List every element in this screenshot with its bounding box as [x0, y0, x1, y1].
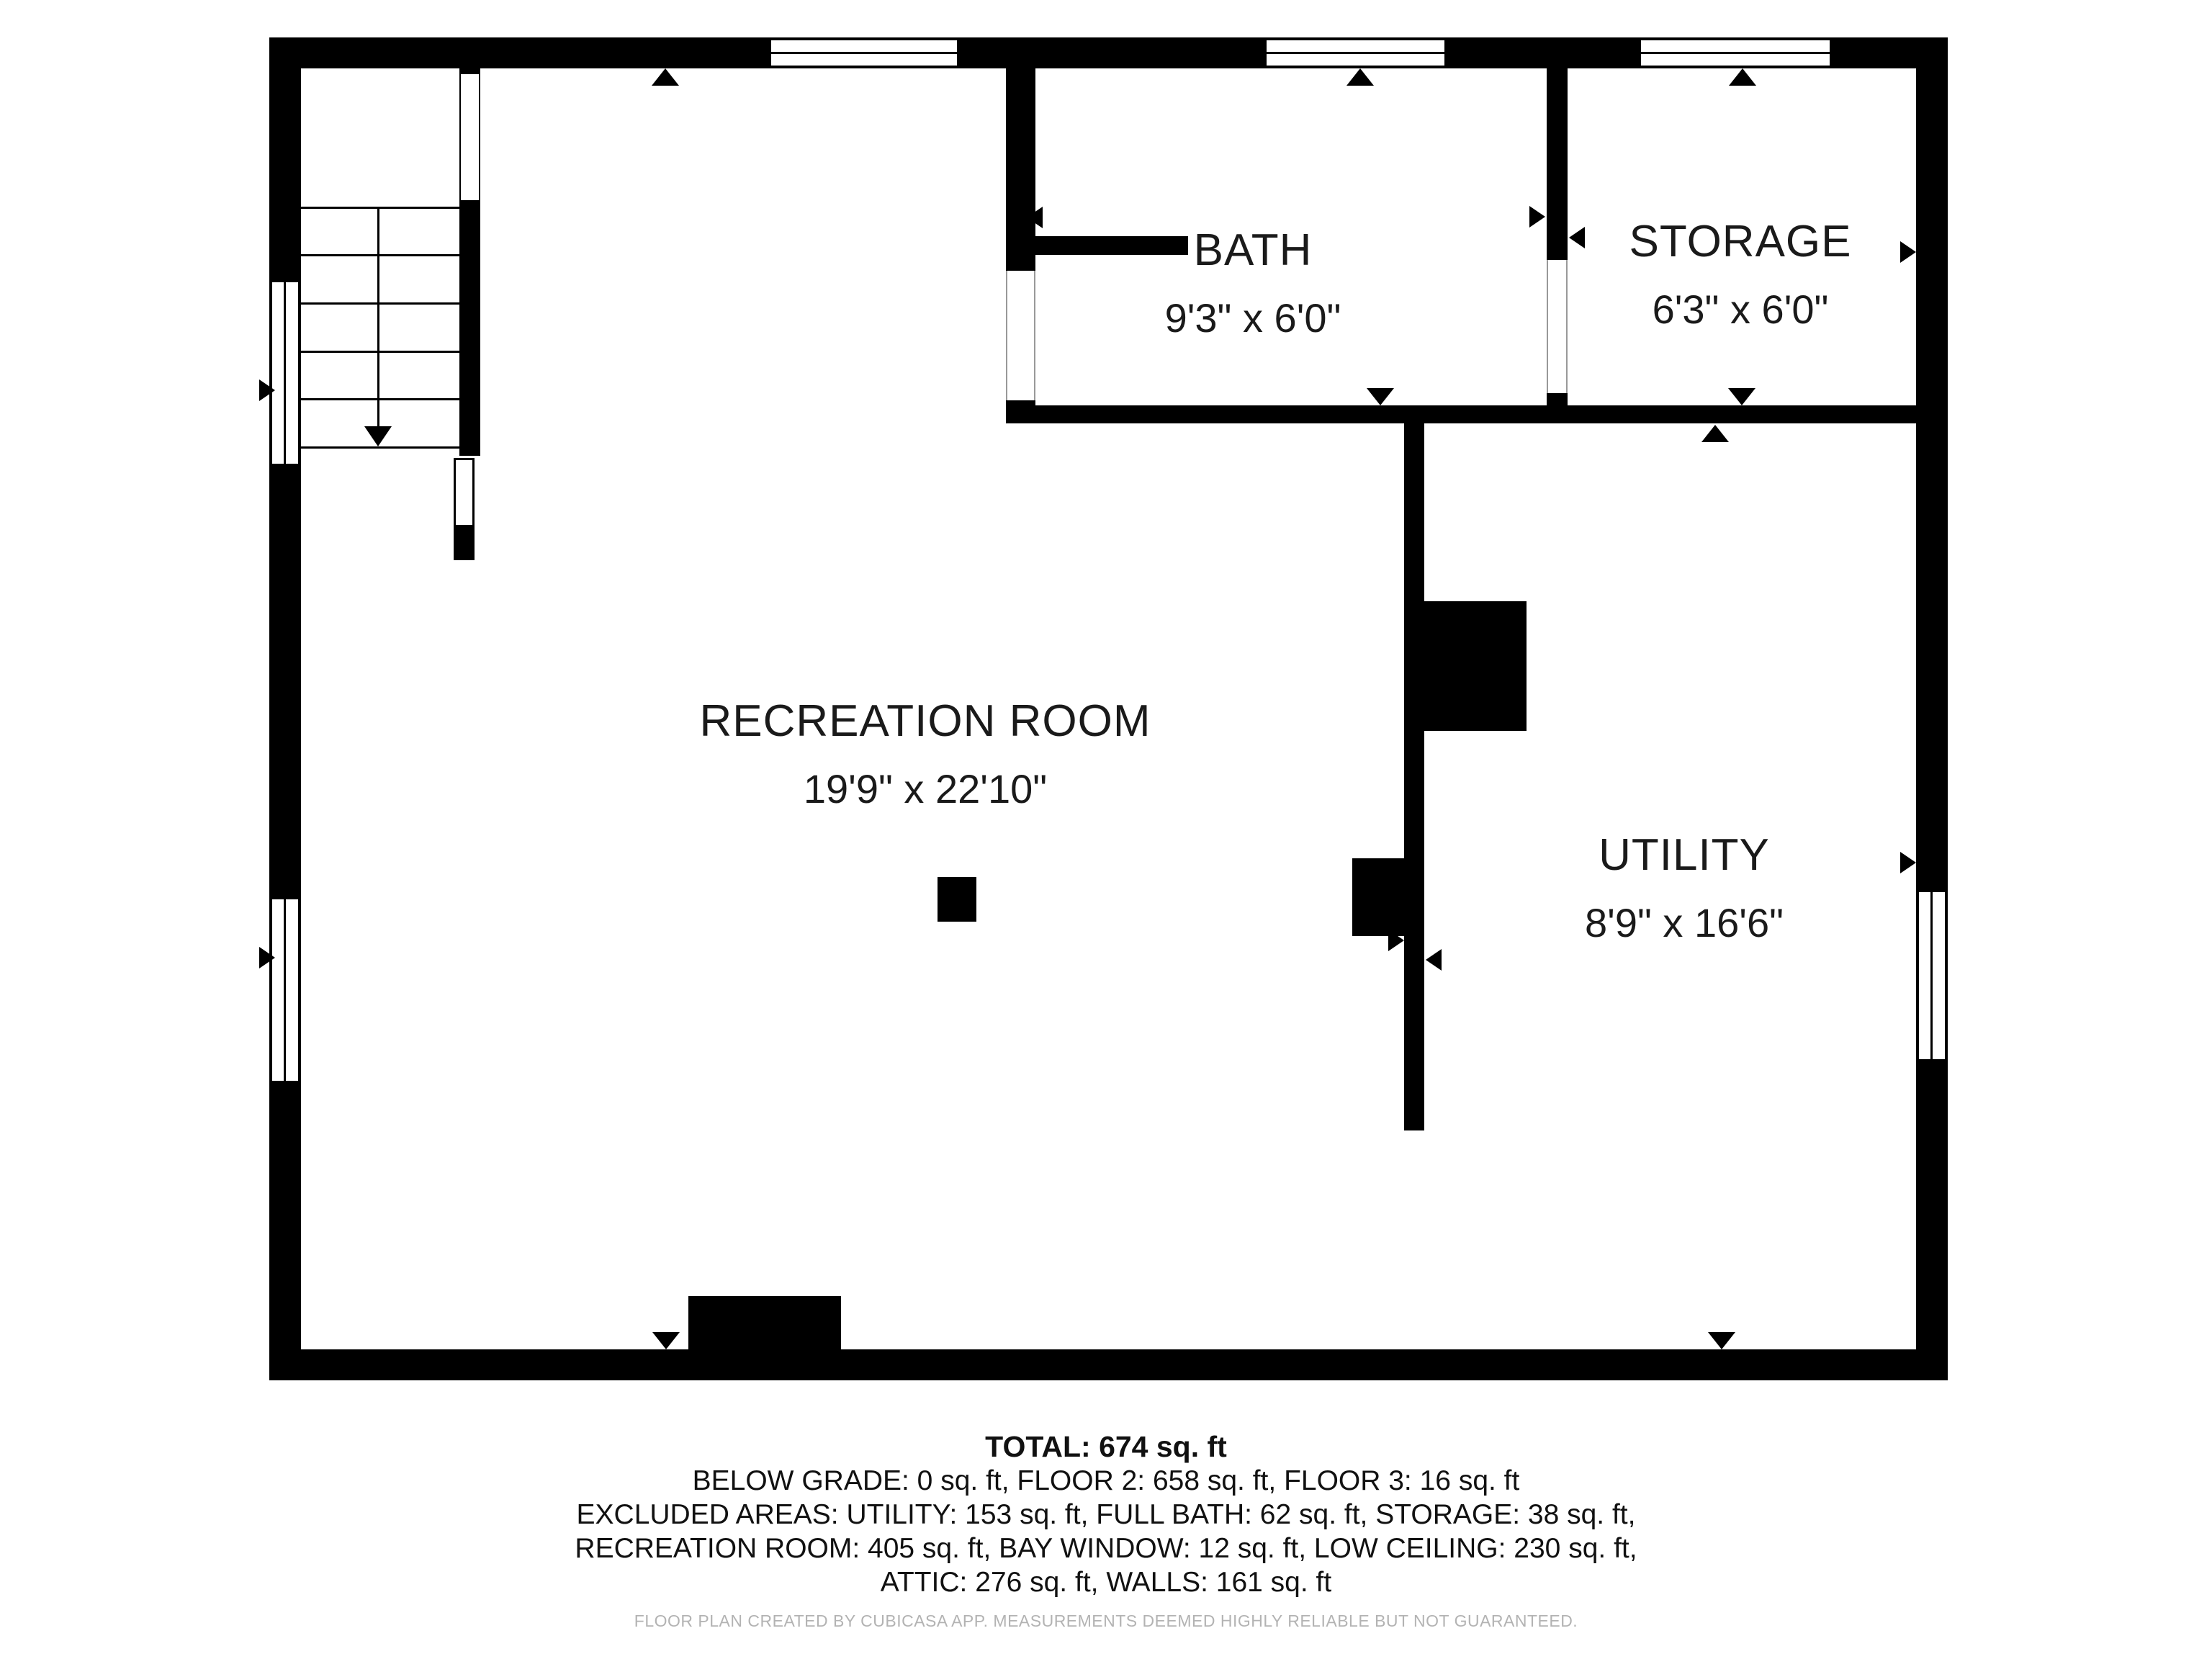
window-pane-line	[1267, 52, 1444, 54]
wall-bath-left	[1006, 68, 1035, 271]
window-pane-line	[1641, 52, 1830, 54]
wall-bath-storage-bottom	[1006, 405, 1916, 423]
room-label-utility	[1585, 830, 1784, 946]
room-name: BATH	[1193, 225, 1313, 275]
measure-arrow-up-icon	[1729, 68, 1756, 86]
room-label-bath	[1165, 225, 1341, 341]
measure-arrow-right-icon	[1900, 241, 1916, 263]
measure-arrow-right-icon	[1388, 930, 1404, 951]
stair-tread-line	[301, 398, 459, 400]
room-name: UTILITY	[1599, 830, 1770, 880]
measure-arrow-right-icon	[1900, 852, 1916, 873]
window-top-3	[1638, 37, 1833, 68]
bay-window-block	[688, 1296, 841, 1349]
stair-tread-line	[301, 302, 459, 305]
window-pane-line	[284, 282, 286, 464]
room-name: RECREATION ROOM	[699, 696, 1151, 746]
summary-line: RECREATION ROOM: 405 sq. ft, BAY WINDOW: 12 sq. ft, LOW CEILING: 230 sq. ft,	[575, 1533, 1637, 1564]
measure-arrow-down-icon	[1708, 1332, 1735, 1349]
summary-line: ATTIC: 276 sq. ft, WALLS: 161 sq. ft	[880, 1567, 1332, 1598]
stair-tread-line	[301, 446, 459, 449]
window-pane-line	[284, 899, 286, 1081]
room-dimensions: 6'3" x 6'0"	[1652, 287, 1829, 332]
window-left-lower	[269, 896, 301, 1084]
window-top-1	[768, 37, 960, 68]
measure-arrow-right-icon	[259, 947, 275, 968]
measure-arrow-up-icon	[1701, 425, 1729, 442]
stair-tread-line	[301, 351, 459, 353]
wall-outer-left	[269, 37, 301, 1380]
measure-arrow-right-icon	[259, 379, 275, 401]
bath-door-opening	[1006, 271, 1035, 400]
utility-appliance-large	[1424, 601, 1527, 731]
room-label-recreation-room	[700, 696, 1151, 812]
divider-door-stub	[1547, 393, 1568, 405]
stairs-side-wall	[459, 200, 480, 456]
measure-arrow-down-icon	[1728, 388, 1755, 405]
measure-arrow-up-icon	[1346, 68, 1374, 86]
measure-arrow-left-icon	[1569, 227, 1585, 248]
measure-arrow-left-icon	[1426, 949, 1442, 971]
stairs-down-arrow-icon	[364, 426, 392, 446]
area-summary	[242, 1430, 1970, 1599]
measure-arrow-left-icon	[1027, 207, 1043, 228]
room-dimensions: 8'9" x 16'6"	[1585, 900, 1784, 945]
stairs-door-leaf	[454, 458, 475, 527]
wall-utility-left	[1404, 423, 1424, 1130]
wall-outer-bottom	[269, 1349, 1948, 1380]
wall-divider-top	[1547, 68, 1568, 260]
stairs-opening	[459, 68, 480, 200]
stair-tread-line	[301, 254, 459, 256]
summary-line: BELOW GRADE: 0 sq. ft, FLOOR 2: 658 sq. ft, FLOOR 3: 16 sq. ft	[692, 1465, 1520, 1496]
room-name: STORAGE	[1629, 217, 1852, 266]
window-pane-line	[1930, 892, 1933, 1059]
room-dimensions: 19'9" x 22'10"	[803, 766, 1048, 811]
footer-disclaimer: FLOOR PLAN CREATED BY CUBICASA APP. MEASUREMENTS DEEMED HIGHLY RELIABLE BUT NOT GUARANTEED.	[634, 1611, 1578, 1630]
measure-arrow-down-icon	[652, 1332, 680, 1349]
divider-door-opening	[1547, 260, 1568, 393]
window-right	[1916, 889, 1948, 1062]
measure-arrow-right-icon	[1529, 206, 1545, 228]
stair-center-line	[377, 207, 379, 427]
wall-outer-right	[1916, 37, 1948, 1380]
measure-arrow-up-icon	[652, 68, 679, 86]
room-dimensions: 9'3" x 6'0"	[1164, 295, 1341, 341]
utility-appliance-small	[1352, 858, 1404, 936]
window-left-upper	[269, 279, 301, 467]
measure-arrow-down-icon	[1367, 388, 1394, 405]
stair-tread-line	[301, 207, 459, 209]
window-pane-line	[771, 52, 957, 54]
recreation-room-post	[938, 877, 976, 922]
stairs-door-stub	[454, 527, 475, 560]
window-top-2	[1264, 37, 1447, 68]
summary-total: TOTAL: 674 sq. ft	[985, 1430, 1227, 1463]
summary-line: EXCLUDED AREAS: UTILITY: 153 sq. ft, FULL BATH: 62 sq. ft, STORAGE: 38 sq. ft,	[576, 1499, 1636, 1530]
room-label-storage	[1629, 216, 1851, 333]
